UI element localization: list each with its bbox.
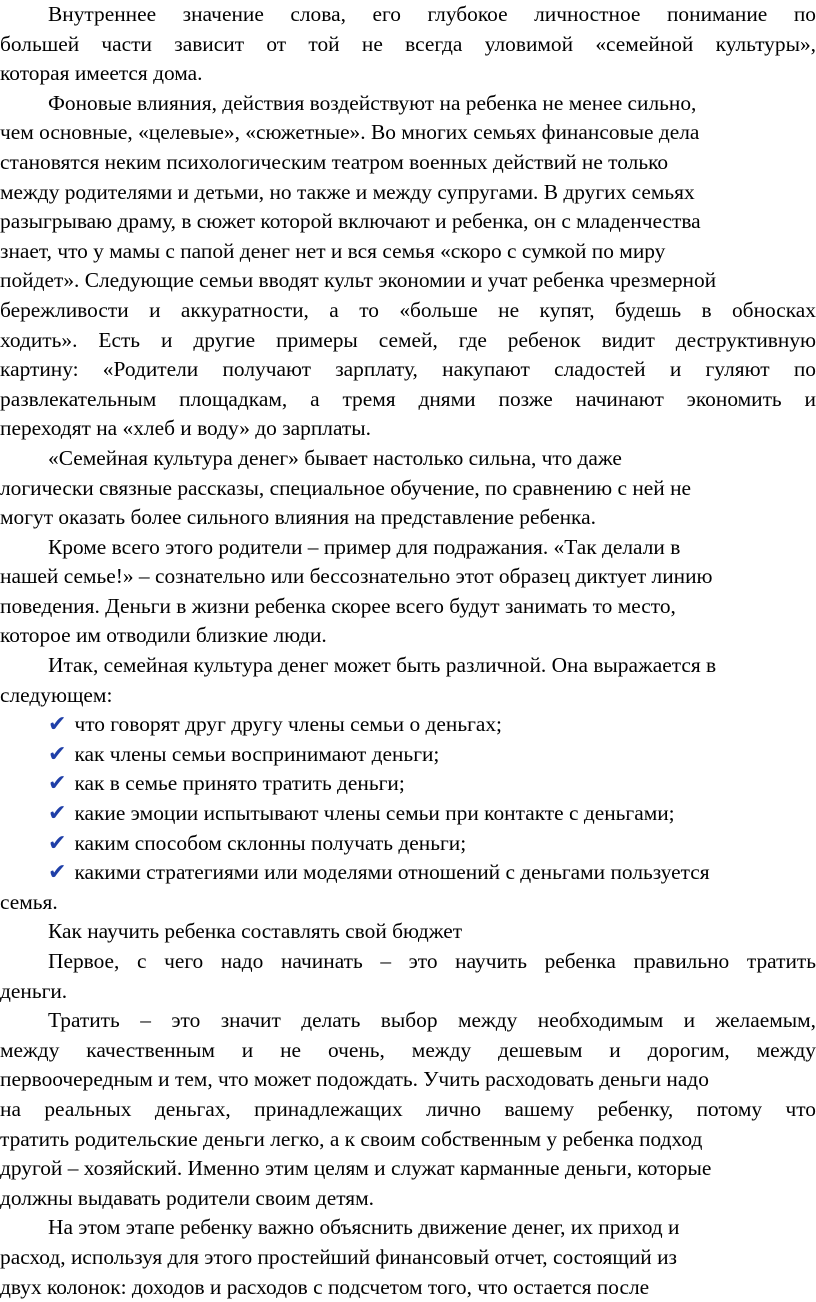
text-line: пойдет». Следующие семьи вводят культ экономии и учат ребенка чрезмерной (0, 268, 717, 293)
list-item-text: как в семье принято тратить деньги; (74, 771, 405, 796)
check-mark-icon: ✔ (48, 771, 67, 797)
check-mark-icon: ✔ (48, 712, 67, 738)
text-line: между родителями и детьми, но также и между супругами. В других семьях (0, 179, 695, 204)
list-item (0, 799, 816, 829)
text-line: должны выдавать родители своим детям. (0, 1185, 375, 1210)
text-line: Кроме всего этого родители – пример для подражания. «Так делали в (48, 534, 681, 559)
text-line: могут оказать более сильного влияния на представление ребенка. (0, 505, 596, 530)
list-item-text: каким способом склонны получать деньги; (74, 830, 467, 855)
list-item-text: какие эмоции испытывают члены семьи при контакте с деньгами; (74, 801, 675, 826)
text-line: переходят на «хлеб и воду» до зарплаты. (0, 416, 371, 441)
text-line: между качественным и не очень, между дешевым и дорогим, между (0, 1037, 816, 1062)
text-line: нашей семье!» – сознательно или бессознательно этот образец диктует линию (0, 564, 713, 589)
paragraph (0, 1006, 816, 1213)
text-line: логически связные рассказы, специальное обучение, по сравнению с ней не (0, 475, 692, 500)
text-line: картину: «Родители получают зарплату, накупают сладостей и гуляют по (0, 357, 816, 382)
text-line: Тратить – это значит делать выбор между необходимым и желаемым, (48, 1008, 816, 1033)
text-line: другой – хозяйский. Именно этим целям и служат карманные деньги, которые (0, 1156, 712, 1181)
text-line: бережливости и аккуратности, а то «больше не купят, будешь в обносках (0, 297, 816, 322)
text-line: расход, используя для этого простейший финансовый отчет, состоящий из (0, 1244, 677, 1269)
section-heading: Как научить ребенка составлять свой бюджет (48, 919, 463, 944)
text-line: развлекательным площадкам, а тремя днями позже начинают экономить и (0, 386, 816, 411)
list-item-continuation: семья. (0, 889, 58, 914)
text-line: деньги. (0, 978, 68, 1003)
list-item-text: какими стратегиями или моделями отношений с деньгами пользуется (74, 860, 710, 885)
list-item (0, 769, 816, 799)
check-mark-icon: ✔ (48, 860, 67, 886)
list-item (0, 710, 816, 740)
text-line: чем основные, «целевые», «сюжетные». Во многих семьях финансовые дела (0, 120, 700, 145)
paragraph (0, 444, 816, 533)
checklist (0, 710, 816, 917)
text-line: которое им отводили близкие люди. (0, 623, 327, 648)
text-line: на реальных деньгах, принадлежащих лично вашему ребенку, потому что (0, 1096, 816, 1121)
text-line: которая имеется дома. (0, 61, 203, 86)
check-mark-icon: ✔ (48, 741, 67, 767)
text-line: ходить». Есть и другие примеры семей, где ребенок видит деструктивную (0, 327, 816, 352)
check-mark-icon: ✔ (48, 830, 67, 856)
text-line: первоочередным и тем, что может подождать. Учить расходовать деньги надо (0, 1067, 709, 1092)
text-line: большей части зависит от той не всегда уловимой «семейной культуры», (0, 31, 816, 56)
text-line: «Семейная культура денег» бывает настолько сильна, что даже (48, 445, 622, 470)
paragraph (0, 651, 816, 710)
text-line: тратить родительские деньги легко, а к своим собственным у ребенка подход (0, 1126, 703, 1151)
text-line: Фоновые влияния, действия воздействуют на ребенка не менее сильно, (48, 90, 697, 115)
text-line: следующем: (0, 682, 113, 707)
paragraph (0, 947, 816, 1006)
text-line: разыгрываю драму, в сюжет которой включают и ребенка, он с младенчества (0, 209, 701, 234)
paragraph (0, 533, 816, 651)
paragraph (0, 89, 816, 444)
check-mark-icon: ✔ (48, 801, 67, 827)
paragraph (0, 1213, 816, 1302)
text-line: знает, что у мамы с папой денег нет и вся семья «скоро с сумкой по миру (0, 238, 666, 263)
text-line: Первое, с чего надо начинать – это научить ребенка правильно тратить (48, 949, 816, 973)
text-line: двух колонок: доходов и расходов с подсчетом того, что остается после (0, 1274, 650, 1299)
list-item-text: что говорят друг другу члены семьи о деньгах; (74, 712, 502, 737)
text-line: поведения. Деньги в жизни ребенка скорее всего будут занимать то место, (0, 593, 676, 618)
text-line: На этом этапе ребенку важно объяснить движение денег, их приход и (48, 1215, 680, 1240)
text-line: Внутреннее значение слова, его глубокое личностное понимание по (48, 2, 816, 26)
list-item (0, 858, 816, 888)
text-line: становятся неким психологическим театром военных действий не только (0, 149, 669, 174)
list-item-text: как члены семьи воспринимают деньги; (74, 741, 440, 766)
list-item (0, 829, 816, 859)
text-line: Итак, семейная культура денег может быть различной. Она выражается в (48, 653, 717, 678)
paragraph (0, 0, 816, 89)
list-item (0, 740, 816, 770)
